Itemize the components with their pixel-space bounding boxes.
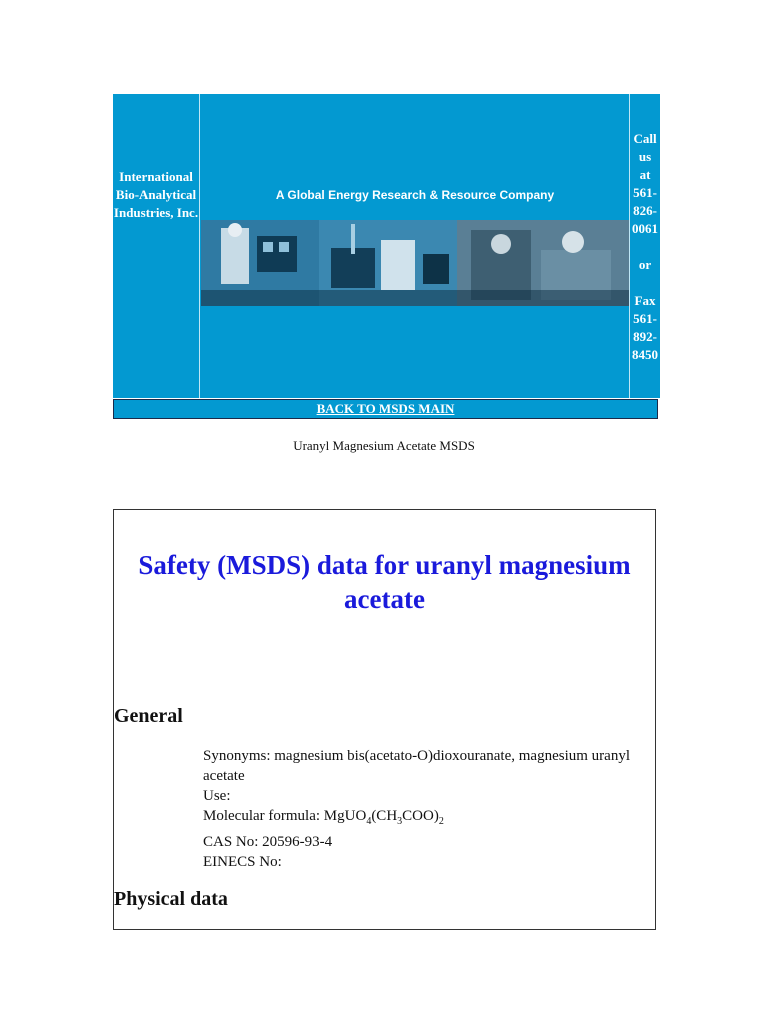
formula-subscript: 2 bbox=[438, 816, 444, 827]
contact-line bbox=[630, 238, 660, 256]
formula-subscript: 3 bbox=[397, 816, 403, 827]
back-nav-bar bbox=[113, 399, 658, 419]
msds-title: Safety (MSDS) data for uranyl magnesium acetate bbox=[138, 550, 631, 614]
contact-info bbox=[630, 130, 660, 364]
use-line: Use: bbox=[203, 788, 231, 804]
contact-line: 0061 bbox=[632, 221, 658, 236]
banner-divider bbox=[199, 94, 200, 398]
general-section-body bbox=[203, 746, 653, 872]
contact-line bbox=[630, 274, 660, 292]
company-tagline: A Global Energy Research & Resource Company bbox=[275, 188, 555, 202]
physical-data-heading: Physical data bbox=[114, 888, 228, 910]
formula-subscript: 4 bbox=[366, 816, 372, 827]
formula-part: COO) bbox=[402, 808, 439, 824]
lab-photo-strip bbox=[201, 220, 629, 306]
synonyms-line: Synonyms: magnesium bis(acetato-O)dioxouranate, magnesium uranyl acetate bbox=[203, 748, 630, 784]
contact-line: Fax bbox=[634, 293, 656, 308]
contact-line: 826- bbox=[633, 203, 657, 218]
contact-line: Call bbox=[633, 131, 657, 146]
cas-number-line: CAS No: 20596-93-4 bbox=[203, 834, 333, 850]
formula-part: (CH bbox=[371, 808, 398, 824]
einecs-number-line: EINECS No: bbox=[203, 854, 282, 870]
page-caption: Uranyl Magnesium Acetate MSDS bbox=[293, 438, 475, 453]
back-to-msds-main-link[interactable]: BACK TO MSDS MAIN bbox=[316, 401, 455, 416]
contact-line: 561- bbox=[633, 311, 657, 326]
molecular-formula-line bbox=[203, 806, 653, 832]
contact-line: 8450 bbox=[632, 347, 658, 362]
contact-line: at bbox=[639, 167, 651, 182]
contact-line: or bbox=[638, 257, 652, 272]
contact-line: 561- bbox=[633, 185, 657, 200]
header-banner bbox=[113, 94, 660, 398]
contact-line: 892- bbox=[633, 329, 657, 344]
contact-line: us bbox=[638, 149, 652, 164]
company-name: International Bio-Analytical Industries, Inc. bbox=[113, 169, 199, 220]
formula-part: MgUO bbox=[323, 808, 367, 824]
msds-content-box bbox=[113, 509, 656, 930]
formula-label: Molecular formula: bbox=[203, 808, 324, 824]
general-heading: General bbox=[114, 705, 183, 727]
